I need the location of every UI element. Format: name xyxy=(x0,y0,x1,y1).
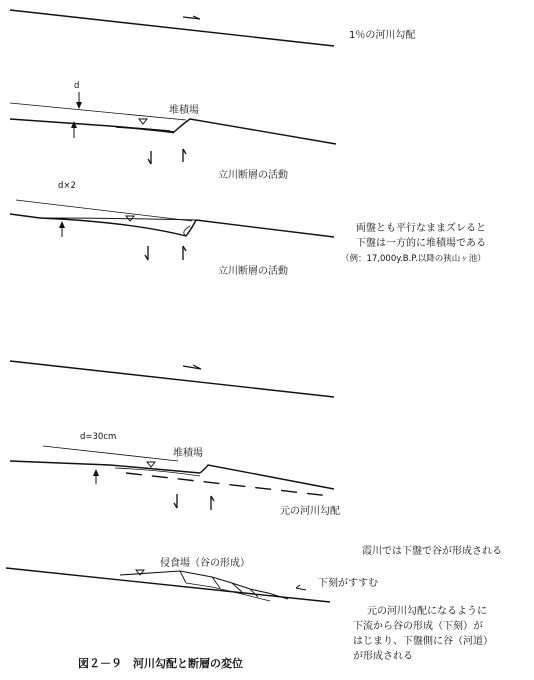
note1-line3: （例：17,000y.B.P.以降の狭山ヶ池） xyxy=(341,254,486,264)
original-surface-line xyxy=(43,446,178,461)
note2-line1: 元の河川勾配になるように xyxy=(367,606,487,617)
panel-1-river-gradient xyxy=(10,10,334,46)
d-label: d xyxy=(74,81,80,91)
note2-line2: 下流から谷の形成（下刻）が xyxy=(353,621,483,632)
fault-scarp-profile xyxy=(40,218,196,236)
upthrow-arrow xyxy=(211,496,214,510)
figure-caption: 図２－９ 河川勾配と断層の変位 xyxy=(78,657,243,670)
deposit-label-2: 堆積場 xyxy=(173,448,203,459)
fault-scarp-profile xyxy=(200,465,334,489)
panel-2-first-displacement xyxy=(10,92,336,164)
downthrow-arrow xyxy=(174,494,177,508)
downthrown-surface xyxy=(10,214,40,218)
water-level-triangle xyxy=(139,119,147,124)
erosion-label: 侵食場（谷の形成） xyxy=(160,558,250,569)
gradient-label: 1％の河川勾配 xyxy=(349,30,416,41)
fault-activity-label: 立川断層の活動 xyxy=(218,170,288,181)
note2-line3: はじまり、下盤側に谷（河道） xyxy=(353,636,493,647)
original-gradient-dashed-line xyxy=(126,473,330,496)
downcut-arrow xyxy=(296,585,306,590)
note2-line4: が形成される xyxy=(353,651,413,662)
original-gradient-label: 元の河川勾配 xyxy=(280,506,340,517)
flow-direction-arrow xyxy=(183,365,201,369)
fault-scarp-profile xyxy=(116,119,336,144)
panel-6-erosion xyxy=(6,568,330,602)
water-level-triangle xyxy=(147,462,155,467)
downthrow-arrow xyxy=(145,246,148,260)
panel-3-second-displacement xyxy=(10,200,334,260)
downthrow-arrow xyxy=(148,151,151,164)
original-surface-line xyxy=(10,103,186,120)
fault-activity-label-2: 立川断層の活動 xyxy=(218,266,288,277)
flow-direction-arrow xyxy=(183,16,200,19)
note1-line1: 両盤とも平行なままズレると xyxy=(356,223,486,234)
d30-label: d=30cm xyxy=(80,432,117,442)
downthrown-surface xyxy=(10,461,200,473)
river-profile-line xyxy=(10,361,334,397)
upthrow-arrow xyxy=(183,246,186,260)
panel-5-deposition xyxy=(10,446,334,510)
d-times-2-label: d×2 xyxy=(58,181,76,191)
panel-4-river-gradient xyxy=(10,361,334,397)
river-profile-line xyxy=(10,10,334,46)
upthrow-arrow xyxy=(183,149,186,162)
deposit-label: 堆積場 xyxy=(169,105,199,116)
kasumi-river-header: 霞川では下盤で谷が形成される xyxy=(362,546,502,557)
downcut-label: 下刻がすすむ xyxy=(318,578,379,589)
note1-line2: 下盤は一方的に堆積場である xyxy=(356,238,486,249)
